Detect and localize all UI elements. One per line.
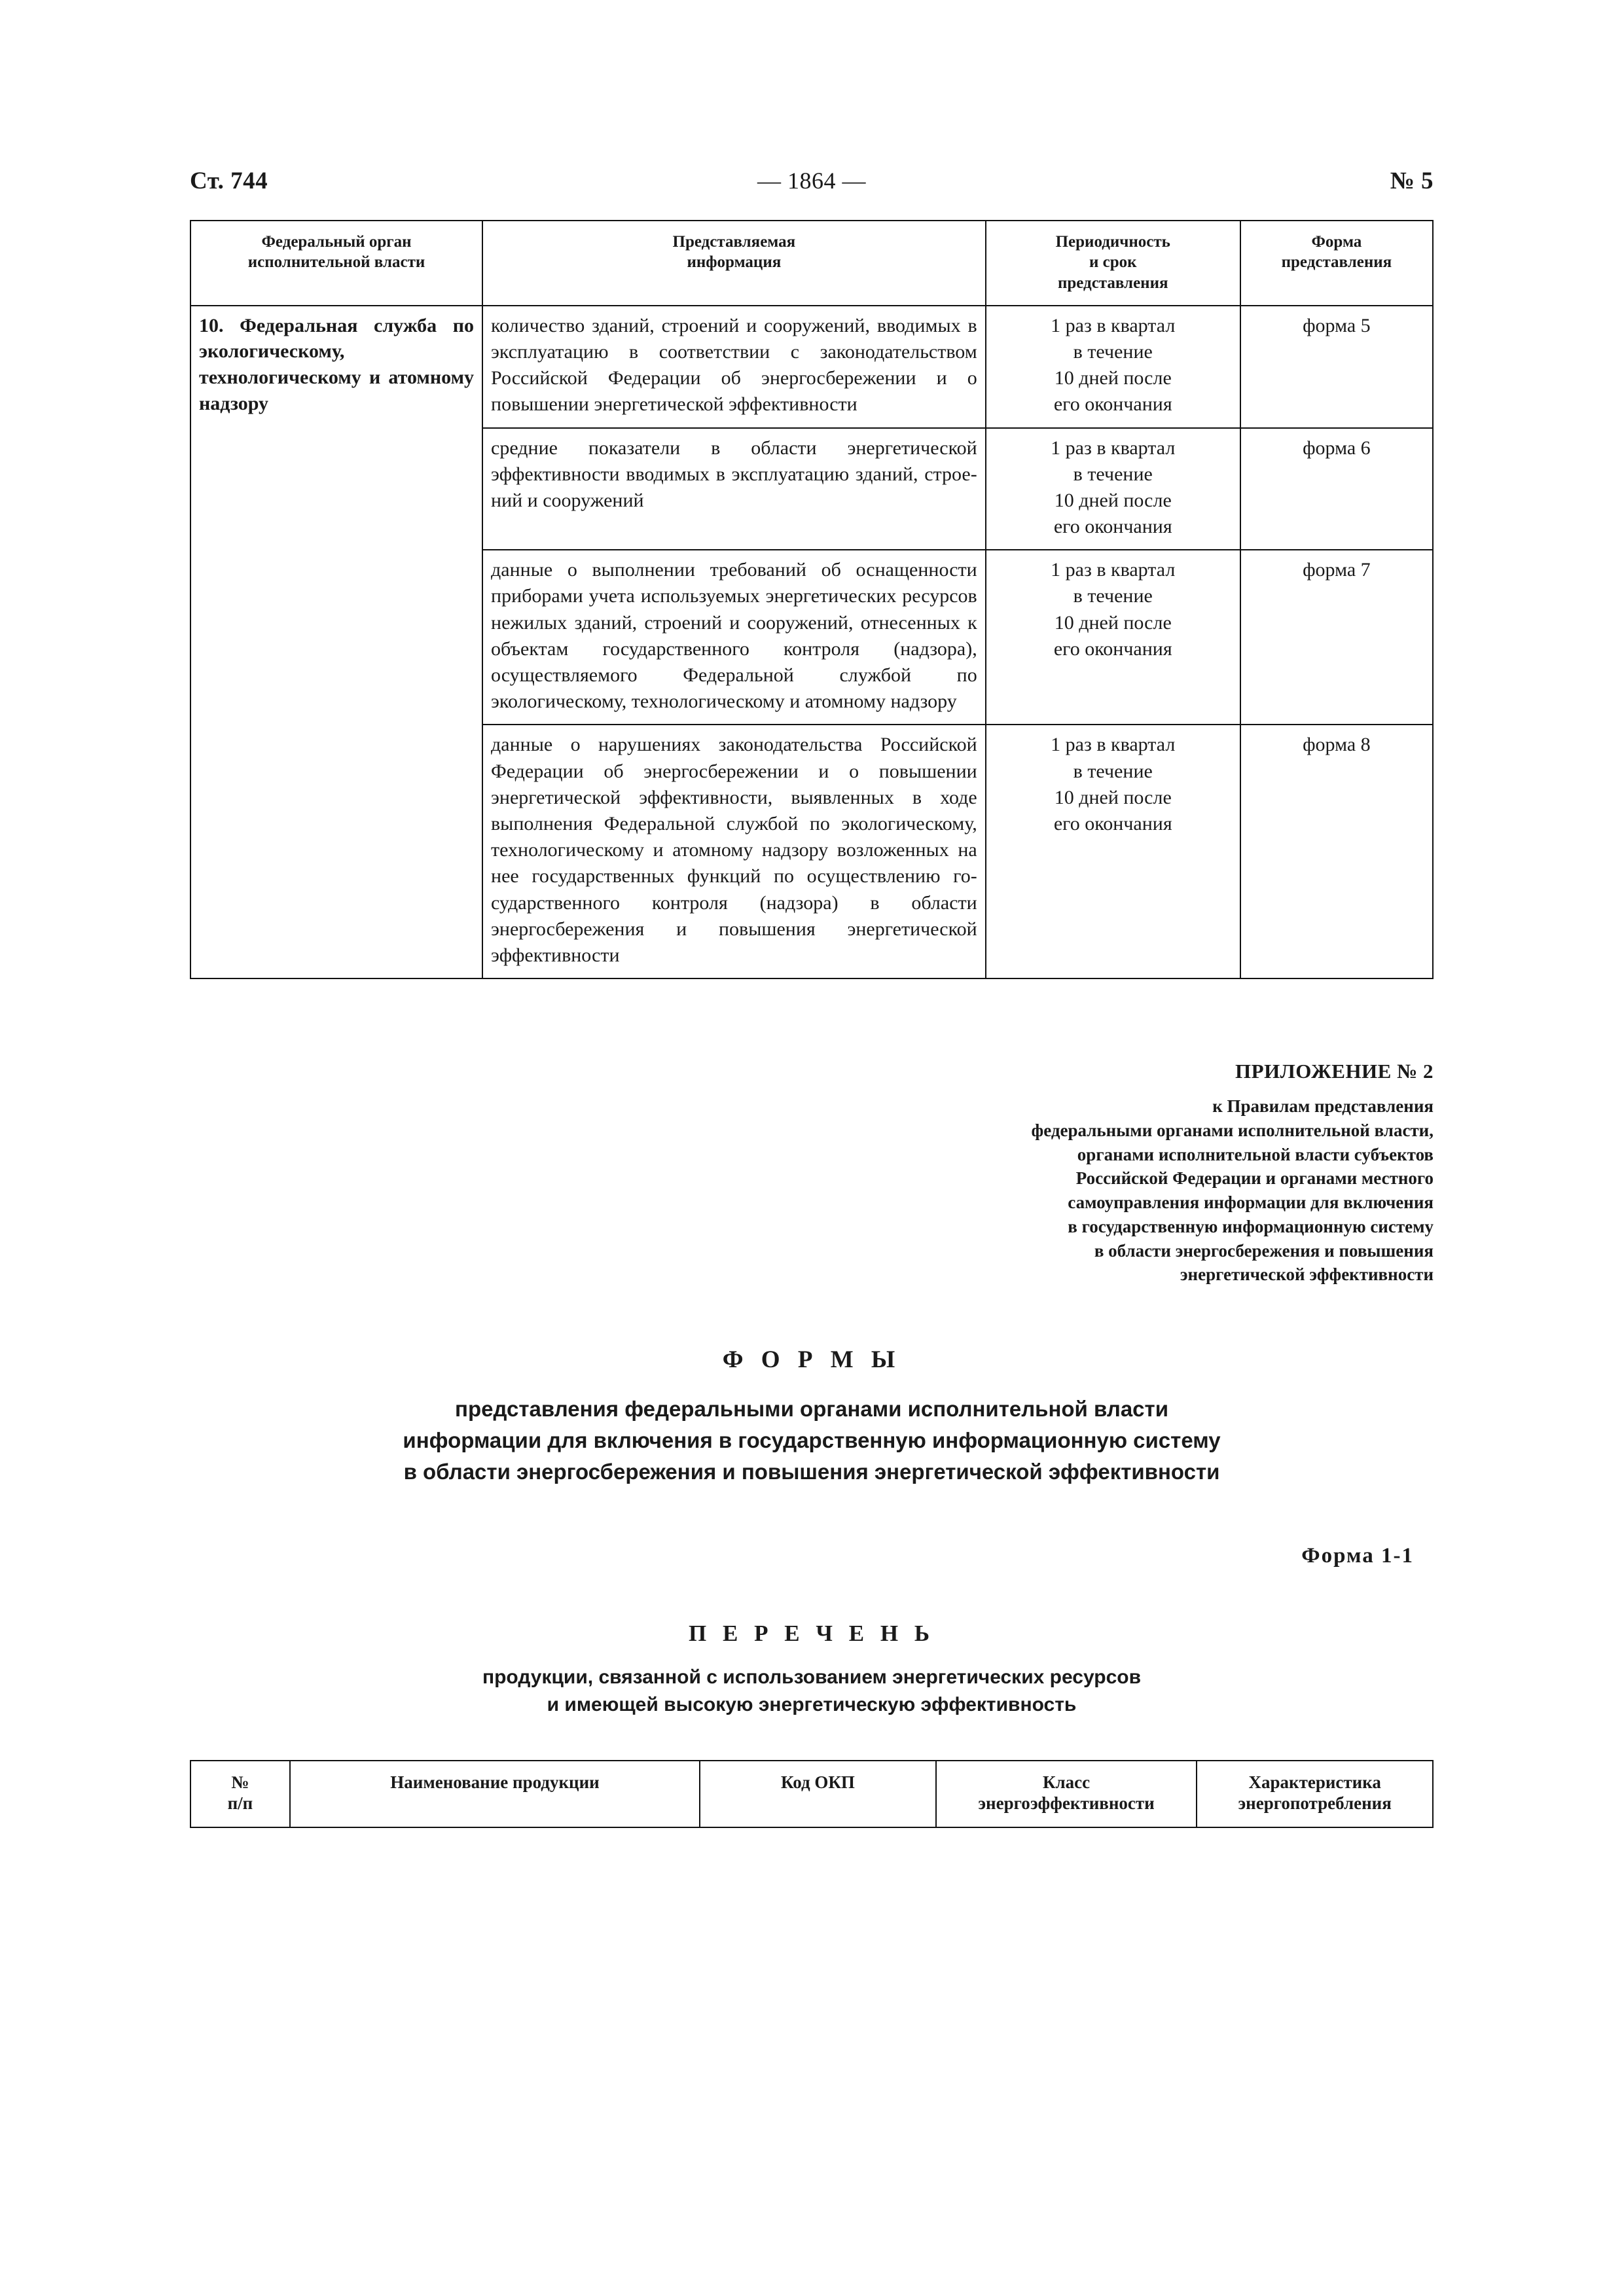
cell-frequency xyxy=(986,306,1240,428)
cell-form: форма 8 xyxy=(1240,725,1433,978)
appendix-line: самоуправления информации для включения xyxy=(1068,1193,1434,1213)
header-line: исполнительной власти xyxy=(247,253,425,272)
cell-form: форма 5 xyxy=(1240,306,1433,428)
frequency-line: в течение xyxy=(1073,760,1153,782)
frequency-line: 1 раз в квартал xyxy=(1051,437,1176,459)
frequency-line: в течение xyxy=(1073,463,1153,485)
cell-information: средние показатели в области энергетической эффективности вводимых в эксплуатацию зданий, строений и сооружений xyxy=(482,428,986,550)
header-line: информация xyxy=(687,253,782,272)
column-header-number xyxy=(190,1761,290,1828)
header-line: п/п xyxy=(227,1793,253,1814)
header-line: Характеристика xyxy=(1248,1772,1381,1792)
frequency-line: его окончания xyxy=(1053,812,1172,834)
column-header-consumption-characteristic xyxy=(1197,1761,1433,1828)
frequency-line: 10 дней после xyxy=(1054,367,1172,389)
appendix-line: энергетической эффективности xyxy=(1180,1265,1434,1285)
appendix-line: в государственную информационную систему xyxy=(1068,1216,1434,1236)
column-header-okp-code: Код ОКП xyxy=(700,1761,936,1828)
cell-frequency xyxy=(986,550,1240,725)
frequency-line: 1 раз в квартал xyxy=(1051,314,1176,336)
forms-subtitle xyxy=(190,1393,1434,1488)
appendix-line: к Правилам представления xyxy=(1212,1096,1434,1117)
frequency-line: 1 раз в квартал xyxy=(1051,559,1176,581)
column-header-authority xyxy=(190,221,482,306)
frequency-line: его окончания xyxy=(1053,393,1172,416)
frequency-line: 10 дней после xyxy=(1054,489,1172,511)
appendix-line: в области энергосбережения и повышения xyxy=(1094,1240,1434,1261)
running-head xyxy=(190,167,1434,195)
appendix-reference xyxy=(190,1058,1434,1287)
article-number: Ст. 744 xyxy=(190,168,268,194)
table-header-row xyxy=(190,221,1433,306)
column-header-efficiency-class xyxy=(936,1761,1197,1828)
page-number: — 1864 — xyxy=(757,168,866,194)
form-number-label: Форма 1-1 xyxy=(1301,1543,1414,1568)
cell-frequency xyxy=(986,428,1240,550)
header-line: № xyxy=(231,1772,249,1792)
appendix-line: органами исполнительной власти субъектов xyxy=(1077,1144,1434,1164)
header-line: Федеральный орган xyxy=(261,233,412,251)
cell-form: форма 6 xyxy=(1240,428,1433,550)
header-line: представления xyxy=(1057,274,1168,292)
frequency-line: в течение xyxy=(1073,340,1153,363)
perechen-heading: П Е Р Е Ч Е Н Ь xyxy=(689,1620,935,1646)
header-line: энергоэффективности xyxy=(978,1793,1155,1814)
column-header-frequency xyxy=(986,221,1240,306)
perechen-subtitle-line: продукции, связанной с использованием энергетических ресурсов xyxy=(482,1666,1142,1688)
issue-number: № 5 xyxy=(1390,168,1434,194)
column-header-information xyxy=(482,221,986,306)
frequency-line: его окончания xyxy=(1053,637,1172,660)
table-row xyxy=(190,306,1433,428)
frequency-line: 1 раз в квартал xyxy=(1051,734,1176,756)
table-header-row xyxy=(190,1761,1433,1828)
page-content xyxy=(190,167,1434,1828)
header-line: Класс xyxy=(1042,1772,1091,1792)
cell-form: форма 7 xyxy=(1240,550,1433,725)
frequency-line: 10 дней после xyxy=(1054,611,1172,634)
cell-frequency xyxy=(986,725,1240,978)
forms-heading: Ф О Р М Ы xyxy=(722,1346,901,1373)
column-header-product-name: Наименование продукции xyxy=(290,1761,700,1828)
cell-authority: 10. Федеральная служба по экологическому, технологическому и атомному надзору xyxy=(190,306,482,978)
frequency-line: его окончания xyxy=(1053,516,1172,538)
appendix-title: ПРИЛОЖЕНИЕ № 2 xyxy=(1235,1060,1434,1083)
cell-information: количество зданий, строений и сооружений, вводимых в эксплуатацию в соответствии с законодательством Российской Федерации об энергосбережении и о повышении энергетической эффективности xyxy=(482,306,986,428)
appendix-line: федеральными органами исполнительной власти, xyxy=(1031,1120,1434,1140)
column-header-form xyxy=(1240,221,1433,306)
header-line: Форма xyxy=(1311,233,1362,251)
header-line: и срок xyxy=(1089,253,1137,272)
reporting-requirements-table xyxy=(190,220,1434,979)
header-line: энергопотребления xyxy=(1238,1793,1392,1814)
perechen-subtitle-line: и имеющей высокую энергетическую эффективность xyxy=(547,1694,1077,1716)
header-line: Периодичность xyxy=(1055,233,1170,251)
header-line: представления xyxy=(1281,253,1392,272)
perechen-subtitle xyxy=(190,1664,1434,1719)
cell-information: данные о выполнении требований об оснащенности приборами учета используемых энергетических ресурсов нежилых зданий, строений и сооружений, отнесенных к объектам государственного контроля (надзора), осуществляемого Федеральной службой по экологическому, технологическому и атомному надзору xyxy=(482,550,986,725)
forms-subtitle-line: в области энергосбережения и повышения энергетической эффективности xyxy=(403,1459,1220,1484)
header-line: Представляемая xyxy=(672,233,796,251)
appendix-line: Российской Федерации и органами местного xyxy=(1075,1168,1434,1189)
frequency-line: 10 дней после xyxy=(1054,786,1172,808)
product-list-table xyxy=(190,1760,1434,1829)
forms-subtitle-line: информации для включения в государственную информационную систему xyxy=(403,1427,1221,1452)
frequency-line: в течение xyxy=(1073,585,1153,607)
cell-information: данные о нарушениях законодательства Российской Федерации об энергосбережении и о повышении энергетической эффективности, выявленных в ходе выполнения Федеральной службой по экологическому, технологическому и атомному надзору возложенных на нее государственных функций по осуществлению государственного контроля (надзора) в области энергосбережения и повышения энергетической эффективности xyxy=(482,725,986,978)
forms-subtitle-line: представления федеральными органами исполнительной власти xyxy=(455,1396,1168,1421)
